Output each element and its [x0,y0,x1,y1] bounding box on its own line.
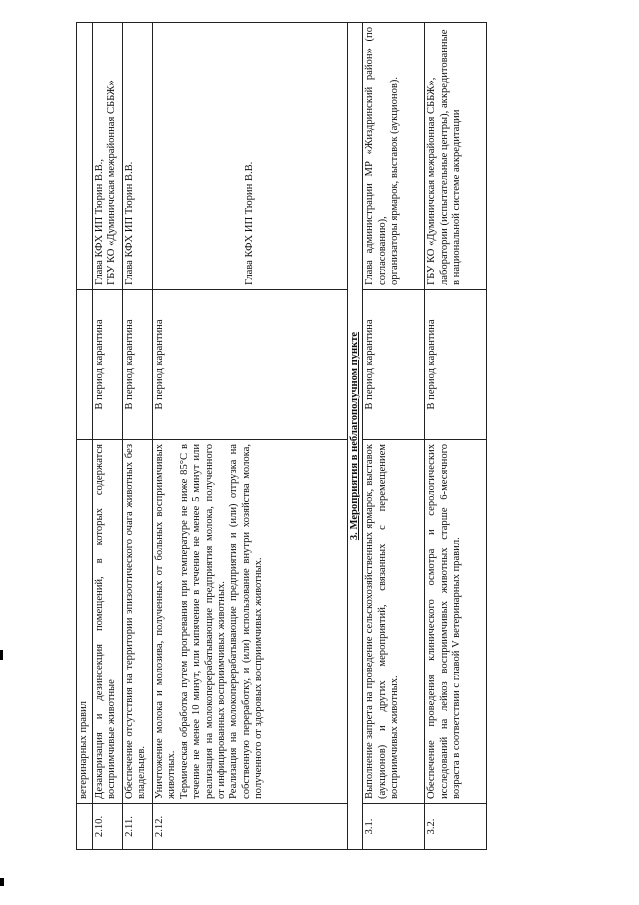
period-cell: В период карантина [123,290,153,440]
table-row [93,23,123,850]
measure-paragraph: Реализация на молокоперерабатывающие предприятия и (или) отгрузка на собственную переработку, и (или) использование внутри хозяйства молока, полученного от здоровых восприимчивых животных. [228,444,265,799]
measure-text: Дезакаризация и дезинсекция помещений, в которых содержатся восприимчивые животные [93,440,123,804]
period-cell: В период карантина [153,290,348,440]
period-cell: В период карантина [363,290,425,440]
responsible-cell: Глава КФХ ИП Тюрин В.В. [123,23,153,290]
measure-text: ветеринарных правил [77,440,93,804]
period-cell: В период карантина [93,290,123,440]
responsible-cell [77,23,93,290]
measure-text: Обеспечение проведения клинического осмотра и серологических исследований на лейкоз восприимчивых животных старше 6-месячного возраста в соответствии с главой V ветеринарных правил. [425,440,487,804]
responsible-line: организаторы ярмарок, выставок (аукционов). [389,76,401,285]
responsible-line: ГБУ КО «Думиничская межрайонная СББЖ» [106,80,118,285]
responsible-cell: ГБУ КО «Думиничская межрайонная СББЖ», лаборатории (испытательные центры), аккредитованные в национальной системе аккредитации [425,23,487,290]
period-cell [77,290,93,440]
measure-paragraph: Уничтожение молока и молозива, полученных от больных восприимчивых животных. [154,444,178,799]
measure-paragraph: Термическая обработка путем прогревания при температуре не ниже 85°С в течение не менее 10 минут, или кипячение в течение не менее 5 минут или реализация на молокоперерабатывающие предприятия молока, полученного от инфицированных восприимчивых животных. [178,444,228,799]
row-number: 3.1. [363,804,425,850]
section-header-row [348,23,363,850]
responsible-cell [93,23,123,290]
measure-text [153,440,348,804]
measure-text: Обеспечение отсутствия на территории эпизоотического очага животных без владельцев. [123,440,153,804]
table-row [425,23,487,850]
row-number: 2.12. [153,804,348,850]
table-row [123,23,153,850]
row-number: 3.2. [425,804,487,850]
table-row [363,23,425,850]
responsible-cell [363,23,425,290]
responsible-line: Глава КФХ ИП Тюрин В.В., [94,159,105,285]
row-number: 2.11. [123,804,153,850]
section-title-text: 3. Мероприятия в неблагополучном пункте [349,331,360,541]
row-number [77,804,93,850]
measures-table [76,22,487,850]
responsible-cell: Глава КФХ ИП Тюрин В.В. [153,23,348,290]
section-title [348,23,363,850]
table-row [77,23,93,850]
table-row [153,23,348,850]
row-number: 2.10. [93,804,123,850]
responsible-line: Глава администрации МР «Жиздринский район» (по согласованию), [364,27,388,285]
measure-text: Выполнение запрета на проведение сельскохозяйственных ярмарок, выставок (аукционов) и других мероприятий, связанных с перемещением восприимчивых животных. [363,440,425,804]
period-cell: В период карантина [425,290,487,440]
